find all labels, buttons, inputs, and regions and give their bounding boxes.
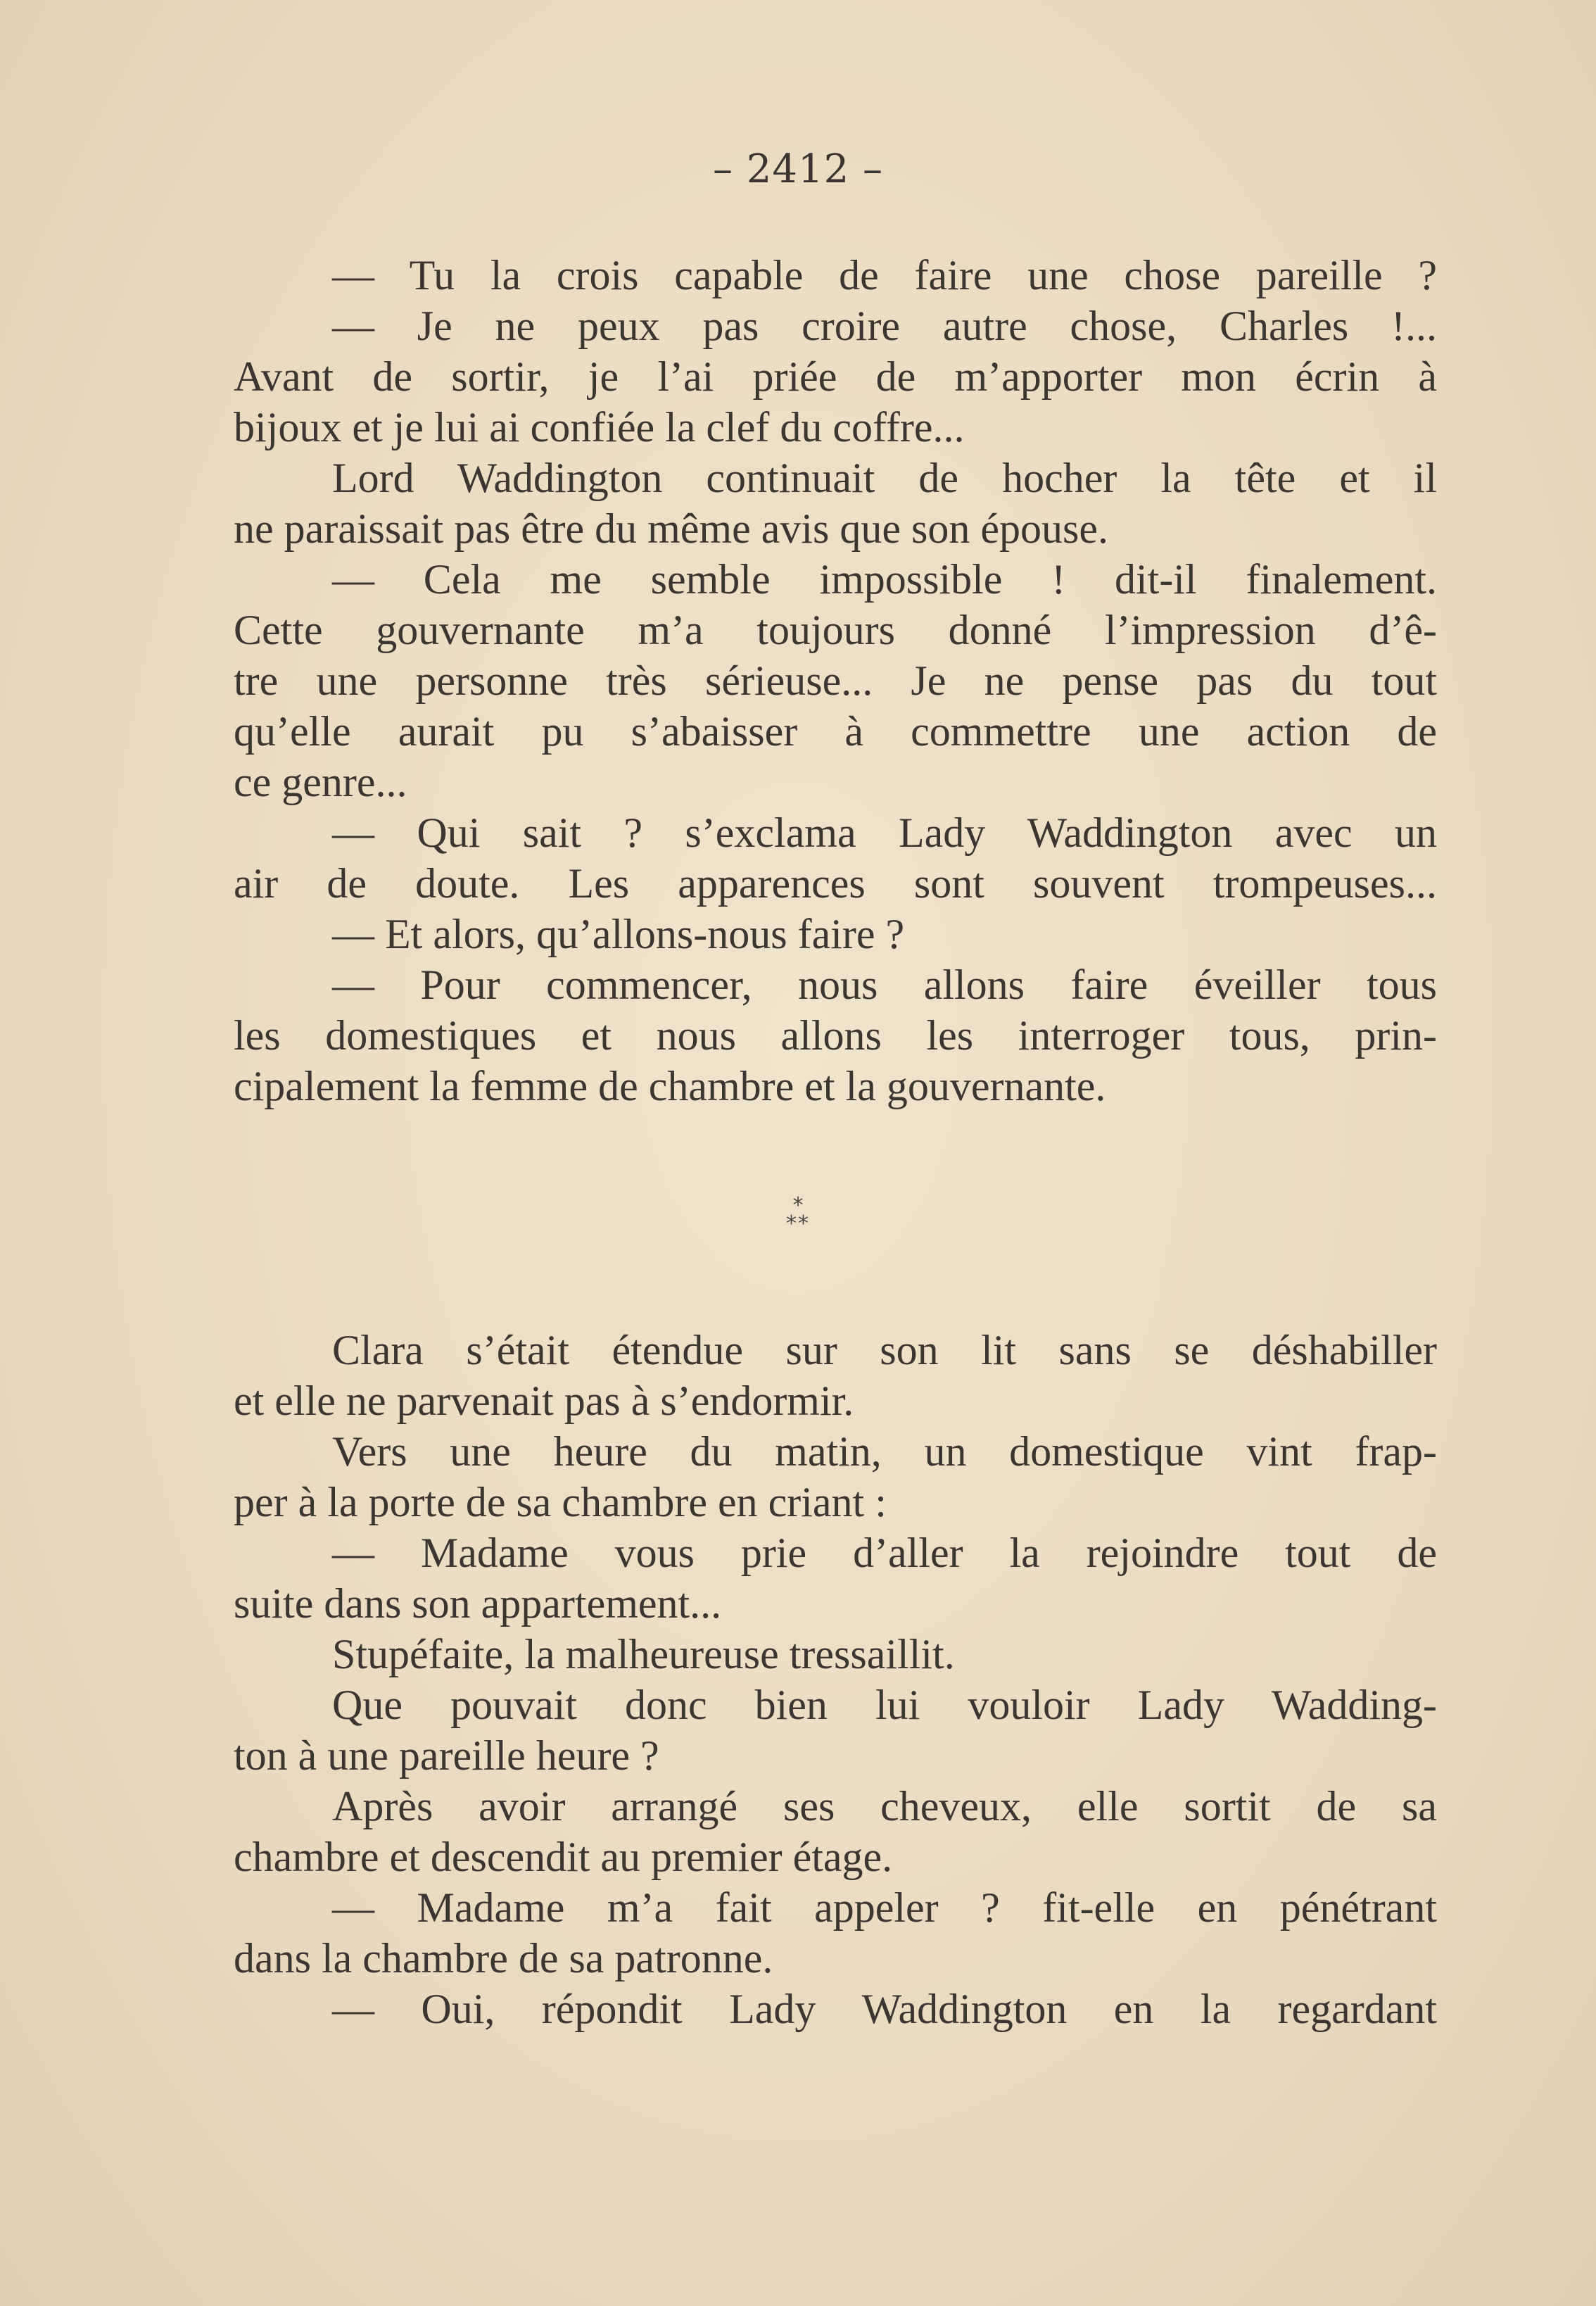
text-line: chambre et descendit au premier étage. [234,1834,893,1880]
text-section-1 [234,250,1437,1111]
text-line: Clara s’était étendue sur son lit sans se déshabiller [332,1327,1437,1373]
page-number: – 2412 – [712,146,884,192]
text-line: Que pouvait donc bien lui vouloir Lady Wadding- [332,1682,1437,1728]
text-line: dans la chambre de sa patronne. [234,1935,773,1981]
separator-asterisks-bottom: ** [786,1211,810,1236]
text-line: les domestiques et nous allons les interroger tous, prin- [234,1012,1437,1059]
section-separator [0,1193,1596,1236]
text-line: Après avoir arrangé ses cheveux, elle sortit de sa [332,1783,1437,1829]
text-line: — Et alors, qu’allons-nous faire ? [332,911,905,957]
text-line: — Cela me semble impossible ! dit-il finalement. [332,556,1437,603]
text-line: ce genre... [234,759,407,805]
text-line: bijoux et je lui ai confiée la clef du coffre... [234,404,965,451]
text-line: ne paraissait pas être du même avis que son épouse. [234,505,1108,552]
separator-asterisk-top: * [792,1193,804,1218]
text-line: ton à une pareille heure ? [234,1732,659,1779]
text-line: air de doute. Les apparences sont souvent trompeuses... [234,860,1437,907]
text-line: suite dans son appartement... [234,1580,722,1627]
text-line: tre une personne très sérieuse... Je ne pense pas du tout [234,657,1437,704]
text-line: Lord Waddington continuait de hocher la tête et il [332,455,1437,501]
text-line: — Oui, répondit Lady Waddington en la regardant [332,1986,1437,2032]
text-line: qu’elle aurait pu s’abaisser à commettre une action de [234,708,1437,755]
text-line: — Madame vous prie d’aller la rejoindre tout de [332,1530,1437,1576]
text-line: — Je ne peux pas croire autre chose, Charles !... [332,303,1437,349]
text-line: — Madame m’a fait appeler ? fit-elle en pénétrant [332,1884,1437,1931]
text-line: Vers une heure du matin, un domestique vint frap- [332,1428,1437,1475]
text-line: Stupéfaite, la malheureuse tressaillit. [332,1631,955,1677]
text-line: — Pour commencer, nous allons faire éveiller tous [332,962,1437,1008]
text-line: — Qui sait ? s’exclama Lady Waddington avec un [332,809,1437,856]
text-line: per à la porte de sa chambre en criant : [234,1479,887,1525]
text-section-2 [234,1325,1437,2034]
text-line: et elle ne parvenait pas à s’endormir. [234,1378,854,1424]
text-line: Cette gouvernante m’a toujours donné l’impression d’ê- [234,607,1437,653]
text-line: Avant de sortir, je l’ai priée de m’apporter mon écrin à [234,353,1437,400]
text-line: — Tu la crois capable de faire une chose pareille ? [332,252,1437,298]
text-line: cipalement la femme de chambre et la gouvernante. [234,1063,1106,1109]
